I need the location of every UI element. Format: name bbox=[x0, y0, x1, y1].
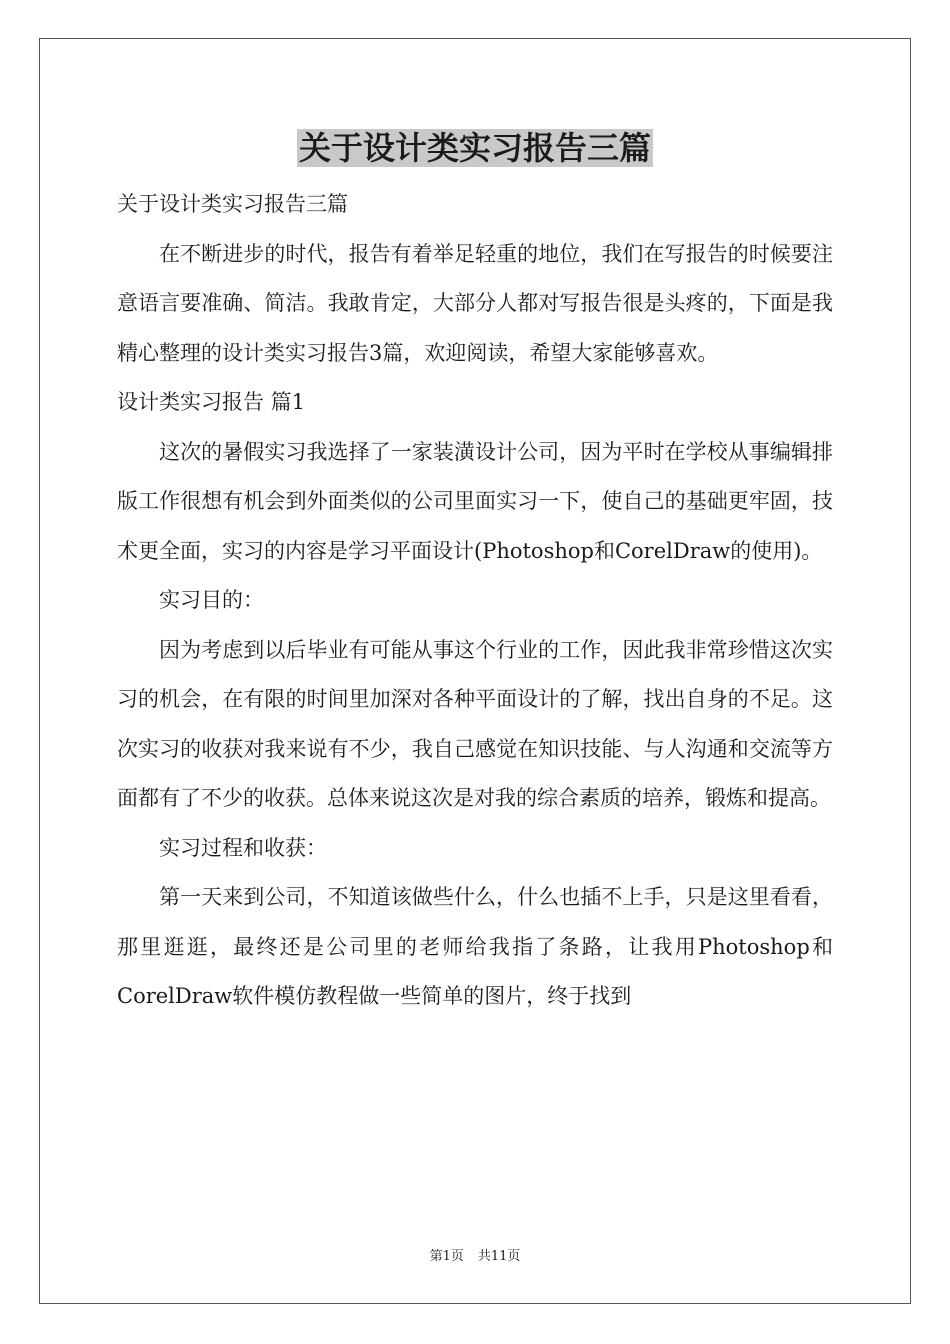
document-title-text: 关于设计类实习报告三篇 bbox=[298, 129, 651, 167]
paragraph: 因为考虑到以后毕业有可能从事这个行业的工作，因此我非常珍惜这次实习的机会，在有限的时间里加深对各种平面设计的了解，找出自身的不足。这次实习的收获对我来说有不少，我自己感觉在知识技能、与人沟通和交流等方面都有了不少的收获。总体来说这次是对我的综合素质的培养，锻炼和提高。 bbox=[117, 637, 833, 810]
paragraph: 第一天来到公司，不知道该做些什么，什么也插不上手，只是这里看看，那里逛逛，最终还是公司里的老师给我指了条路，让我用Photoshop和CorelDraw软件模仿教程做一些简单的图片，终于找到 bbox=[117, 885, 833, 1008]
subheading: 实习目的： bbox=[159, 588, 264, 612]
page-footer bbox=[0, 1248, 950, 1266]
page-number: 第1页 bbox=[429, 1249, 464, 1264]
paragraph: 这次的暑假实习我选择了一家装潢设计公司，因为平时在学校从事编辑排版工作很想有机会到外面类似的公司里面实习一下，使自己的基础更牢固，技术更全面，实习的内容是学习平面设计(Photoshop和CorelDraw的使用)。 bbox=[117, 439, 833, 563]
subheading: 实习过程和收获： bbox=[159, 835, 327, 860]
paragraph: 在不断进步的时代，报告有着举足轻重的地位，我们在写报告的时候要注意语言要准确、简洁。我敢肯定，大部分人都对写报告很是头疼的，下面是我精心整理的设计类实习报告3篇，欢迎阅读，希望大家能够喜欢。 bbox=[117, 241, 833, 365]
document-body bbox=[117, 180, 833, 1022]
document-title bbox=[0, 126, 950, 170]
paragraph: 关于设计类实习报告三篇 bbox=[117, 192, 348, 216]
page-total: 共11页 bbox=[477, 1249, 521, 1264]
section-heading: 设计类实习报告 篇1 bbox=[117, 390, 306, 414]
